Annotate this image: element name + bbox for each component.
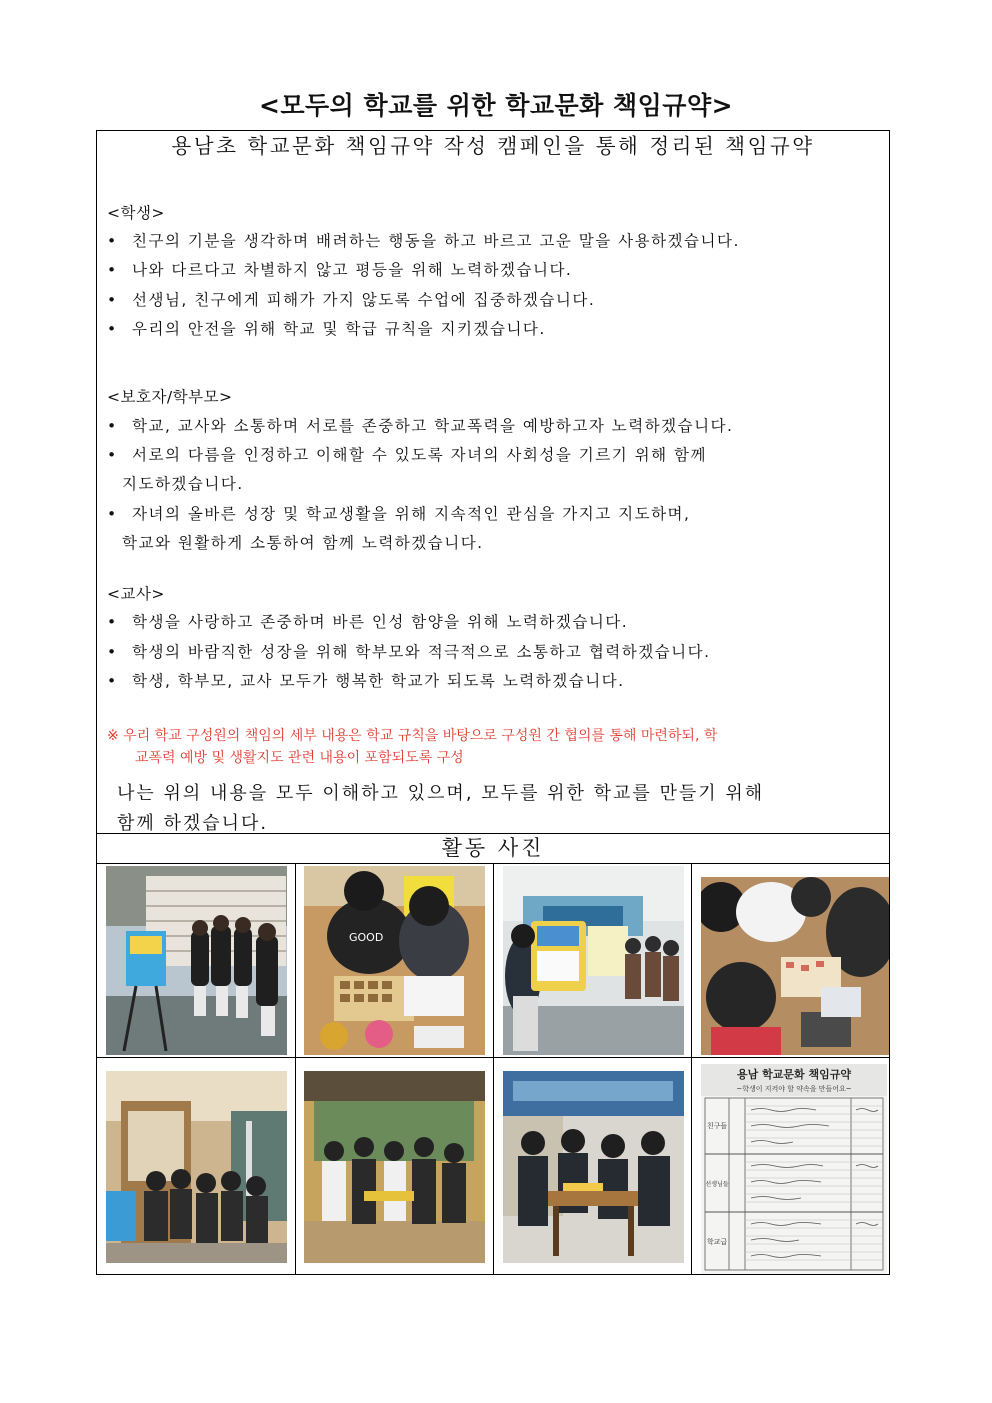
activity-photo-4 bbox=[701, 877, 889, 1055]
photos-heading: 활동 사진 bbox=[96, 833, 890, 864]
students-item: • 우리의 안전을 위해 학교 및 학급 규칙을 지키겠습니다. bbox=[107, 320, 546, 338]
activity-photo-7 bbox=[503, 1071, 684, 1263]
document-title: <모두의 학교를 위한 학교문화 책임규약> bbox=[258, 91, 734, 120]
activity-photo-6 bbox=[304, 1071, 485, 1263]
pledge-box bbox=[96, 130, 890, 834]
parents-item-continuation: 학교와 원활하게 소통하여 함께 노력하겠습니다. bbox=[122, 534, 484, 552]
activity-photo-1 bbox=[106, 866, 287, 1055]
parents-item: • 서로의 다름을 인정하고 이해할 수 있도록 자녀의 사회성을 기르기 위해 함께 bbox=[107, 446, 707, 464]
students-item: • 나와 다르다고 차별하지 않고 평등을 위해 노력하겠습니다. bbox=[107, 261, 573, 279]
pledge-subtitle: 용남초 학교문화 책임규약 작성 캠페인을 통해 정리된 책임규약 bbox=[171, 134, 815, 158]
activity-photo-3 bbox=[503, 866, 684, 1055]
note-text: ※ 우리 학교 구성원의 책임의 세부 내용은 학교 규칙을 바탕으로 구성원 간 협의를 통해 마련하되, 학 교폭력 예방 및 생활지도 관련 내용이 포함되도록 구성 bbox=[107, 728, 718, 766]
photo-grid bbox=[96, 863, 890, 1275]
students-item: • 선생님, 친구에게 피해가 가지 않도록 수업에 집중하겠습니다. bbox=[107, 291, 596, 309]
svg-text:GOOD: GOOD bbox=[349, 931, 384, 944]
parents-item-continuation: 지도하겠습니다. bbox=[122, 475, 244, 493]
students-item: • 친구의 기분을 생각하며 배려하는 행동을 하고 바르고 고운 말을 사용하겠습니다. bbox=[107, 232, 740, 250]
activity-photo-2 bbox=[304, 866, 485, 1055]
teachers-item: • 학생, 학부모, 교사 모두가 행복한 학교가 되도록 노력하겠습니다. bbox=[107, 672, 625, 690]
activity-photo-5 bbox=[106, 1071, 287, 1263]
worksheet-row-label: 학교급 bbox=[706, 1238, 728, 1246]
parents-item: • 학교, 교사와 소통하며 서로를 존중하고 학교폭력을 예방하고자 노력하겠습니다. bbox=[107, 417, 734, 435]
teachers-heading: <교사> bbox=[107, 585, 165, 603]
teachers-item: • 학생을 사랑하고 존중하며 바른 인성 함양을 위해 노력하겠습니다. bbox=[107, 613, 629, 631]
teachers-item: • 학생의 바람직한 성장을 위해 학부모와 적극적으로 소통하고 협력하겠습니다. bbox=[107, 643, 711, 661]
worksheet-row-label: 선생님들 bbox=[705, 1181, 729, 1188]
parents-item: • 자녀의 올바른 성장 및 학교생활을 위해 지속적인 관심을 가지고 지도하며, bbox=[107, 505, 691, 523]
worksheet-row-label: 친구들 bbox=[706, 1122, 728, 1130]
worksheet-subtitle: ~학생이 지켜야 할 약속을 만들어요~ bbox=[736, 1085, 852, 1093]
closing-line: 함께 하겠습니다. bbox=[117, 813, 269, 834]
worksheet-title: 용남 학교문화 책임규약 bbox=[737, 1068, 851, 1081]
worksheet-photo bbox=[701, 1064, 887, 1274]
closing-line: 나는 위의 내용을 모두 이해하고 있으며, 모두를 위한 학교를 만들기 위해 bbox=[117, 783, 765, 804]
parents-heading: <보호자/학부모> bbox=[107, 388, 233, 406]
students-heading: <학생> bbox=[107, 204, 165, 222]
